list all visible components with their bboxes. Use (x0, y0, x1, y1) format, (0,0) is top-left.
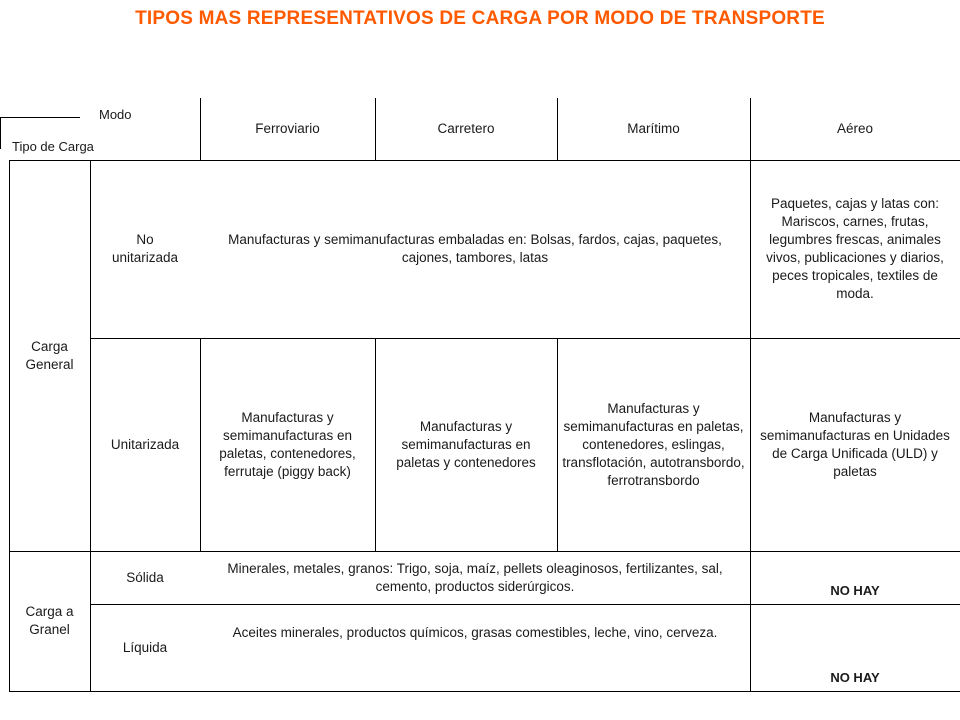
header-label: Ferroviario (255, 121, 320, 136)
cell-unit-ferroviario (200, 338, 375, 551)
header-maritimo (557, 98, 750, 160)
subtype-liquida (90, 604, 200, 691)
cell-liquida-surface (200, 604, 750, 691)
subtype-solida (90, 551, 200, 604)
header-ferroviario (200, 98, 375, 160)
subtype-label: No unitarizada (111, 232, 179, 265)
cell-text: Manufacturas y semimanufacturas en paletas, contenedores, eslingas, transflotación, autotransbordo, ferrotransbordo (562, 400, 745, 488)
divider (9, 691, 960, 692)
subtype-label: Sólida (126, 569, 164, 585)
header-label: Marítimo (627, 121, 680, 136)
group-carga-granel (9, 551, 90, 691)
cell-text: Aceites minerales, productos químicos, grasas comestibles, leche, vino, cerveza. (232, 625, 718, 640)
subtype-label: Líquida (122, 639, 168, 655)
cell-text: Minerales, metales, granos: Trigo, soja, maíz, pellets oleaginosos, fertilizantes, sal, cemento, productos siderúrgicos. (227, 560, 723, 594)
cell-text: NO HAY (830, 670, 880, 685)
group-carga-general (9, 160, 90, 551)
cell-text: Manufacturas y semimanufacturas en paletas y contenedores (396, 418, 536, 470)
cell-text: NO HAY (830, 583, 880, 598)
cell-no-unit-aereo (750, 160, 960, 338)
divider (0, 117, 80, 118)
subtype-label: Unitarizada (110, 436, 180, 452)
cell-unit-aereo (750, 338, 960, 551)
header-carretero (375, 98, 557, 160)
header-aereo (750, 98, 960, 160)
group-label: Carga General (25, 338, 74, 372)
cell-no-unit-surface (200, 160, 750, 338)
cell-solida-surface (200, 551, 750, 604)
header-label: Carretero (437, 121, 495, 136)
header-label: Aéreo (836, 121, 874, 136)
cell-unit-carretero (375, 338, 557, 551)
cell-text: Manufacturas y semimanufacturas en paletas, contenedores, ferrutaje (piggy back) (219, 409, 356, 479)
group-label: Carga a Granel (25, 604, 74, 637)
cell-text: Paquetes, cajas y latas con: Mariscos, carnes, frutas, legumbres frescas, animales vivos, publicaciones y diarios, peces tropicales, textiles de moda. (766, 196, 944, 301)
cell-unit-maritimo (557, 338, 750, 551)
corner-tipo-label: Tipo de Carga (12, 139, 94, 154)
subtype-no-unitarizada (90, 160, 200, 338)
subtype-unitarizada (90, 338, 200, 551)
cell-text: Manufacturas y semimanufacturas en Unidades de Carga Unificada (ULD) y paletas (760, 409, 950, 479)
page-title: TIPOS MAS REPRESENTATIVOS DE CARGA POR MODO DE TRANSPORTE (135, 8, 825, 29)
cell-liquida-aereo (750, 604, 960, 691)
divider (0, 117, 1, 149)
cell-solida-aereo (750, 551, 960, 604)
cell-text: Manufacturas y semimanufacturas embaladas en: Bolsas, fardos, cajas, paquetes, cajones, tambores, latas (228, 232, 722, 265)
corner-modo-label: Modo (99, 107, 132, 122)
